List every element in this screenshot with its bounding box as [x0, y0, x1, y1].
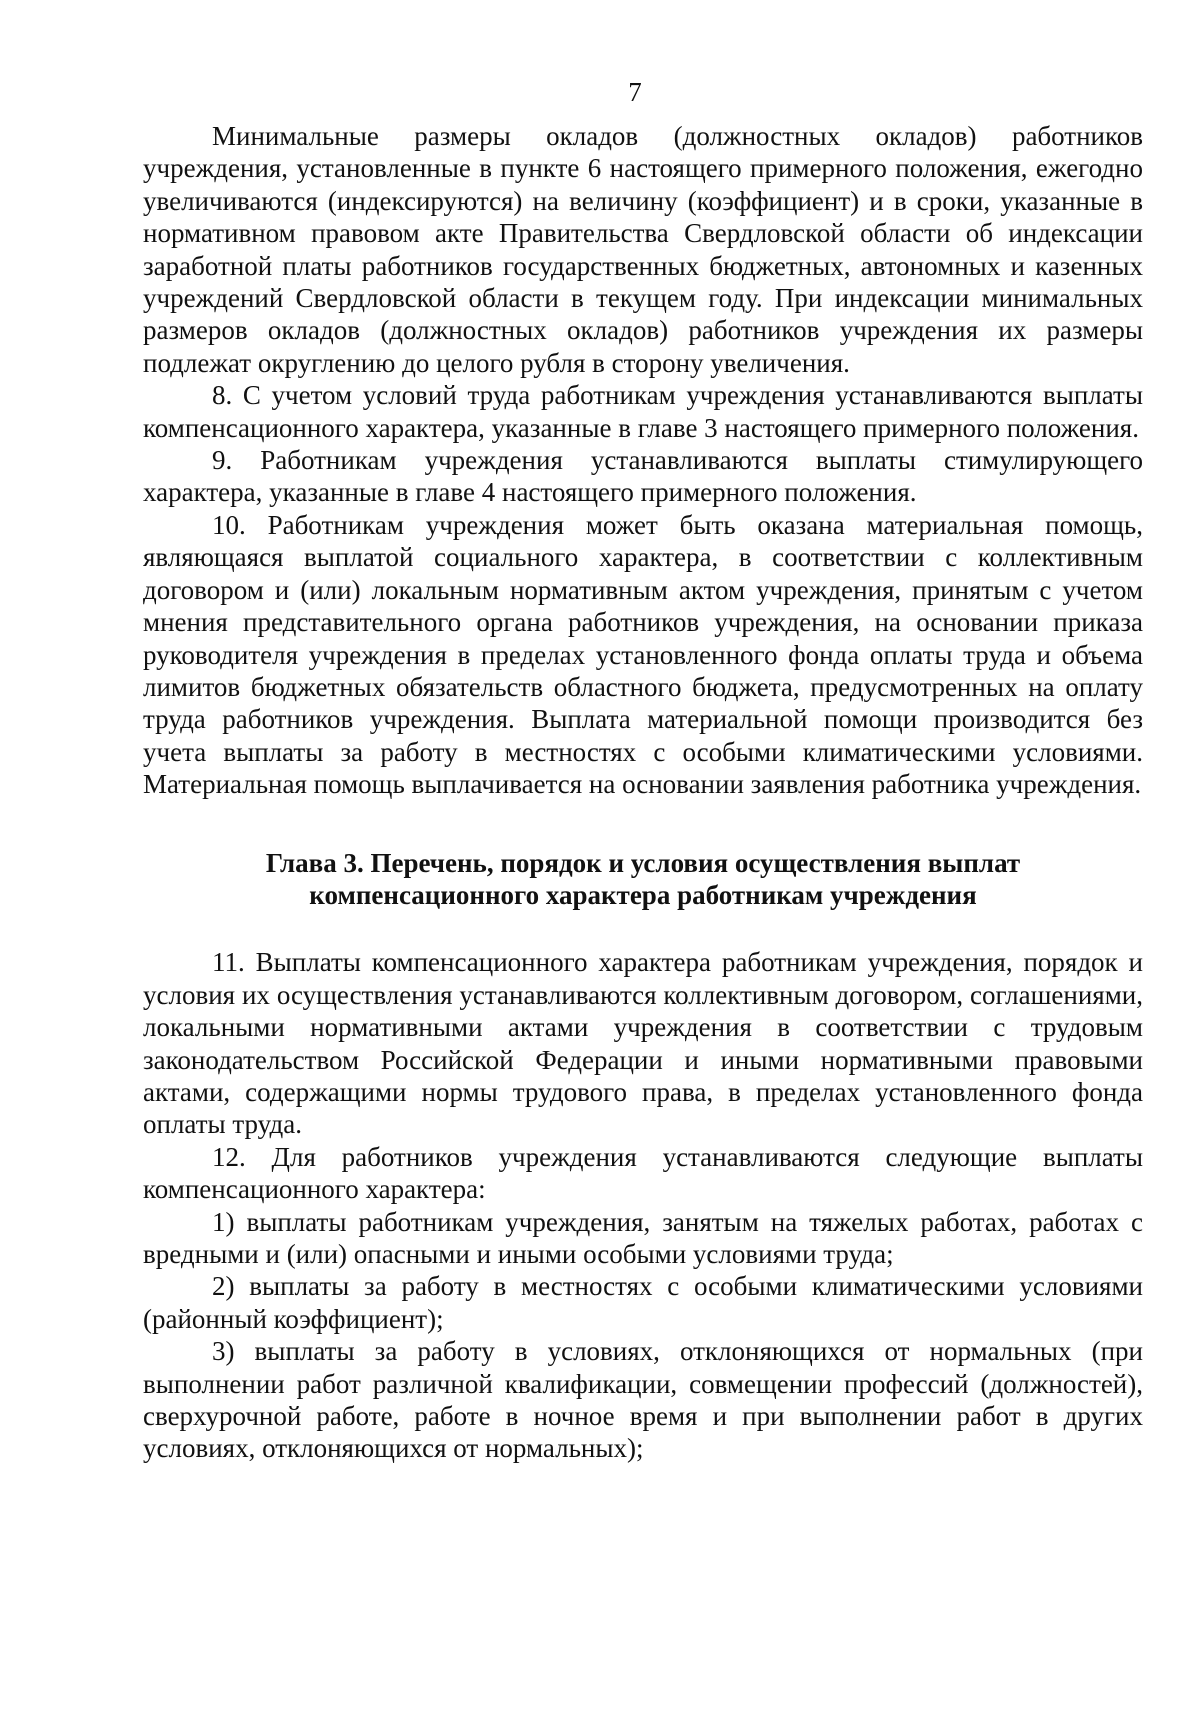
paragraph-10: 10. Работникам учреждения может быть оказана материальная помощь, являющаяся выплатой социального характера, в соответствии с коллективным договором и (или) локальным нормативным актом учреждения, принятым с учетом мнения представительного органа работников учреждения, на основании приказа руководителя учреждения в пределах установленного фонда оплаты труда и объема лимитов бюджетных обязательств областного бюджета, предусмотренных на оплату труда работников учреждения. Выплата материальной помощи производится без учета выплаты за работу в местностях с особыми климатическими условиями. Материальная помощь выплачивается на основании заявления работника учреждения.	[143, 509, 1143, 800]
paragraph-indexation: Минимальные размеры окладов (должностных окладов) работников учреждения, установленные в пункте 6 настоящего примерного положения, ежегодно увеличиваются (индексируются) на величину (коэффициент) и в сроки, указанные в нормативном правовом акте Правительства Свердловской области об индексации заработной платы работников государственных бюджетных, автономных и казенных учреждений Свердловской области в текущем году. При индексации минимальных размеров окладов (должностных окладов) работников учреждения их размеры подлежат округлению до целого рубля в сторону увеличения.	[143, 121, 1143, 378]
paragraph-9: 9. Работникам учреждения устанавливаются выплаты стимулирующего характера, указанные в главе 4 настоящего примерного положения.	[143, 445, 1143, 508]
paragraph-12: 12. Для работников учреждения устанавливаются следующие выплаты компенсационного характера:	[143, 1141, 1143, 1205]
list-item-1: 1) выплаты работникам учреждения, занятым на тяжелых работах, работах с вредными и (или) опасными и иными особыми условиями труда;	[143, 1206, 1143, 1269]
page-number: 7	[628, 77, 642, 107]
list-item-2: 2) выплаты за работу в местностях с особыми климатическими условиями (районный коэффициент);	[143, 1271, 1143, 1334]
chapter-3-heading	[143, 847, 1143, 912]
chapter-title-line-1: Глава 3. Перечень, порядок и условия осуществления выплат	[265, 847, 1021, 878]
paragraph-8: 8. С учетом условий труда работникам учреждения устанавливаются выплаты компенсационного характера, указанные в главе 3 настоящего примерного положения.	[143, 380, 1143, 443]
chapter-title-line-2: компенсационного характера работникам учреждения	[309, 879, 977, 910]
document-body	[143, 120, 1143, 1465]
paragraph-11: 11. Выплаты компенсационного характера работникам учреждения, порядок и условия их осуществления устанавливаются коллективным договором, соглашениями, локальными нормативными актами учреждения в соответствии с трудовым законодательством Российской Федерации и иными нормативными правовыми актами, содержащими нормы трудового права, в пределах установленного фонда оплаты труда.	[143, 947, 1143, 1140]
list-item-3: 3) выплаты за работу в условиях, отклоняющихся от нормальных (при выполнении работ различной квалификации, совмещении профессий (должностей), сверхурочной работе, работе в ночное время и при выполнении работ в других условиях, отклоняющихся от нормальных);	[143, 1336, 1143, 1464]
